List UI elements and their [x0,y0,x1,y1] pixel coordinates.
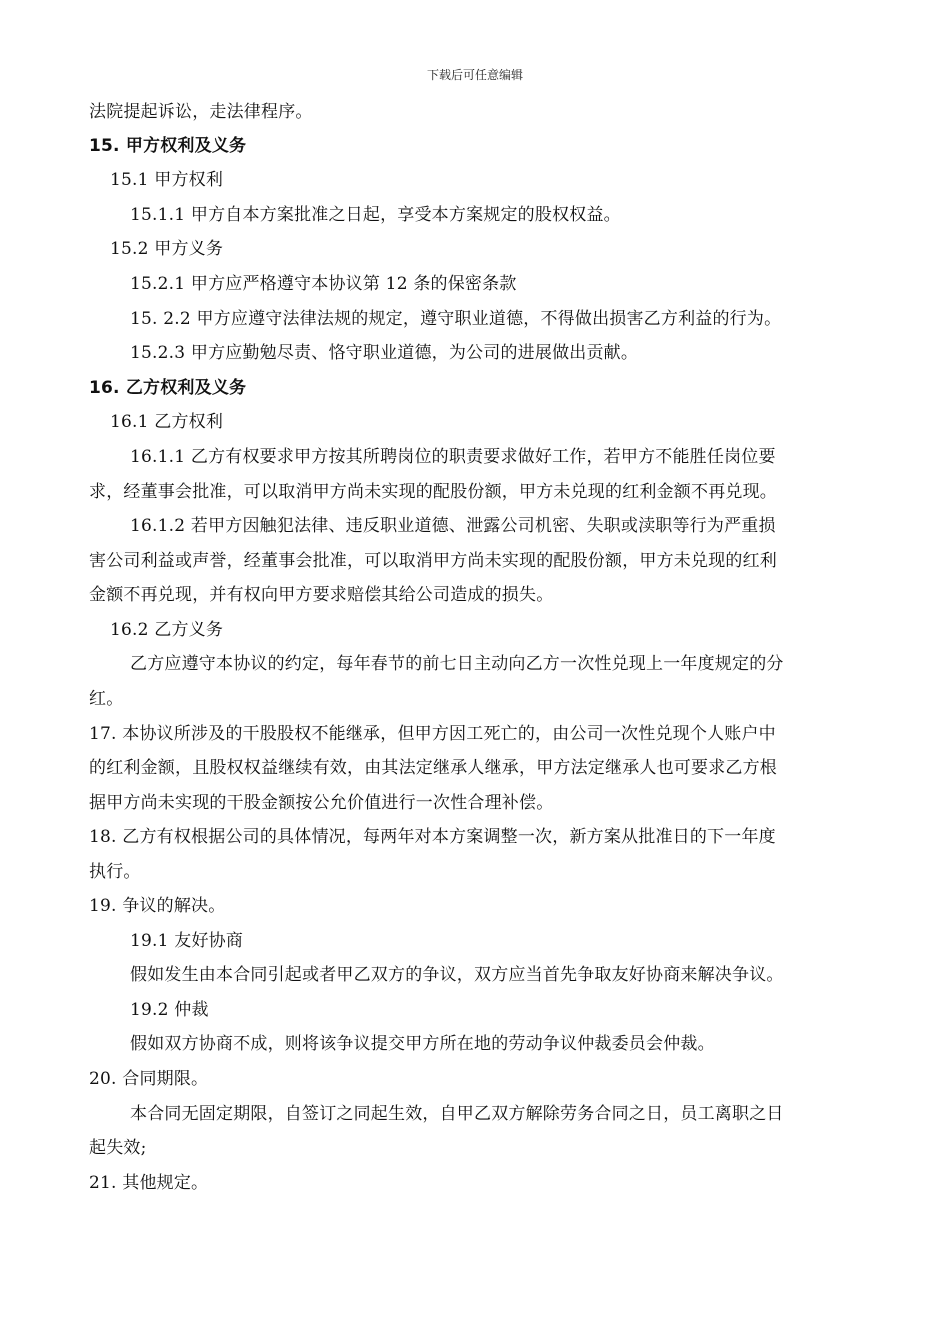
text-line: 15.1.1 甲方自本方案批准之日起，享受本方案规定的股权权益。 [130,205,621,225]
text-line: 19. 争议的解决。 [89,896,226,916]
subsection-heading: 19.1 友好协商 [130,931,244,951]
subsection-heading: 16.2 乙方义务 [110,620,224,640]
text-line: 执行。 [89,862,141,882]
text-line: 求，经董事会批准，可以取消甲方尚未实现的配股份额，甲方未兑现的红利金额不再兑现。 [89,482,777,502]
text-line: 假如双方协商不成，则将该争议提交甲方所在地的劳动争议仲裁委员会仲裁。 [130,1034,715,1054]
subsection-heading: 16.1 乙方权利 [110,412,224,432]
text-line: 据甲方尚未实现的干股金额按公允价值进行一次性合理补偿。 [89,793,554,813]
text-line: 21. 其他规定。 [89,1173,209,1193]
text-line: 17. 本协议所涉及的干股股权不能继承，但甲方因工死亡的，由公司一次性兑现个人账户中 [89,724,776,744]
text-line: 16.1.2 若甲方因触犯法律、违反职业道德、泄露公司机密、失职或渎职等行为严重损 [130,516,776,536]
text-line: 红。 [89,689,124,709]
text-line: 15.2.1 甲方应严格遵守本协议第 12 条的保密条款 [130,274,517,294]
subsection-heading: 19.2 仲裁 [130,1000,209,1020]
section-heading: 15. 甲方权利及义务 [89,136,247,156]
text-line: 16.1.1 乙方有权要求甲方按其所聘岗位的职责要求做好工作，若甲方不能胜任岗位要 [130,447,776,467]
text-line: 18. 乙方有权根据公司的具体情况，每两年对本方案调整一次，新方案从批准日的下一年度 [89,827,776,847]
text-line: 本合同无固定期限，自签订之同起生效，自甲乙双方解除劳务合同之日，员工离职之日 [130,1104,784,1124]
text-line: 的红利金额，且股权权益继续有效，由其法定继承人继承，甲方法定继承人也可要求乙方根 [89,758,777,778]
text-line: 假如发生由本合同引起或者甲乙双方的争议，双方应当首先争取友好协商来解决争议。 [130,965,784,985]
text-line: 15. 2.2 甲方应遵守法律法规的规定，遵守职业道德，不得做出损害乙方利益的行为。 [130,309,782,329]
text-line: 起失效; [89,1138,147,1158]
text-line: 害公司利益或声誉，经董事会批准，可以取消甲方尚未实现的配股份额，甲方未兑现的红利 [89,551,777,571]
text-line: 金额不再兑现，并有权向甲方要求赔偿其给公司造成的损失。 [89,585,554,605]
text-line: 15.2.3 甲方应勤勉尽责、恪守职业道德，为公司的进展做出贡献。 [130,343,639,363]
subsection-heading: 15.2 甲方义务 [110,239,224,259]
section-heading: 16. 乙方权利及义务 [89,378,247,398]
text-line: 法院提起诉讼，走法律程序。 [89,102,313,122]
text-line: 乙方应遵守本协议的约定，每年春节的前七日主动向乙方一次性兑现上一年度规定的分 [130,654,784,674]
subsection-heading: 15.1 甲方权利 [110,170,224,190]
page-header: 下载后可任意编辑 [426,68,523,82]
text-line: 20. 合同期限。 [89,1069,209,1089]
